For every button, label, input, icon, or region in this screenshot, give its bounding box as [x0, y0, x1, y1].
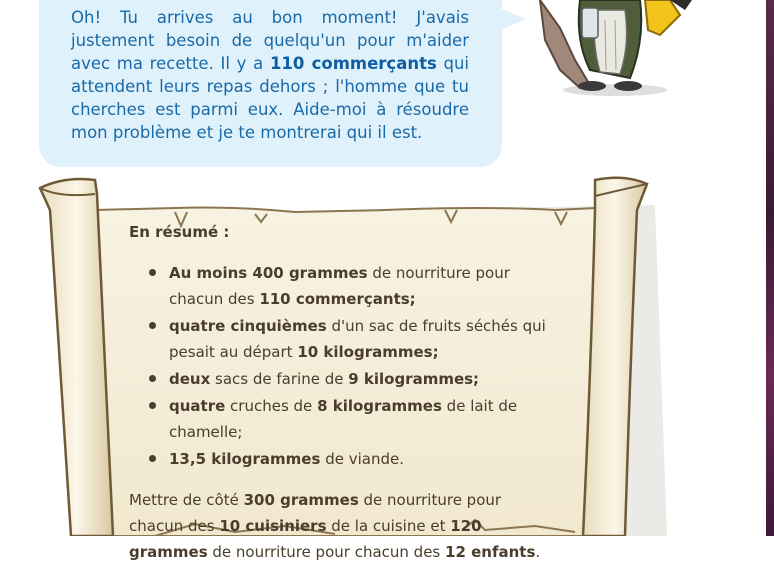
bubble-highlight: 110 commerçants [269, 54, 437, 73]
summary-title: En résumé : [129, 223, 230, 241]
extra-note [129, 487, 559, 565]
item-text: sacs de farine de [210, 370, 349, 388]
extra-bold: 120 grammes [129, 517, 482, 561]
item-bold: quatre cinquièmes [169, 317, 327, 335]
list-item [169, 393, 559, 445]
item-text: cruches de [225, 397, 318, 415]
extra-text: . [535, 543, 541, 561]
list-item [169, 313, 559, 365]
speech-bubble-text [71, 6, 469, 144]
item-bold: 110 commerçants; [259, 290, 416, 308]
item-text: de nourriture pour chacun des [169, 264, 510, 308]
item-bold: Au moins 400 grammes [169, 264, 368, 282]
list-item [169, 446, 559, 472]
extra-bold: 10 cuisiniers [219, 517, 327, 535]
item-bold: quatre [169, 397, 226, 415]
summary-list [129, 260, 559, 472]
extra-text: de nourriture pour chacun des [207, 543, 446, 561]
bubble-text-part: Oh! Tu arrives au bon moment! J'avais justement besoin de quelqu'un pour m'aider avec ma recette. Il y a [71, 8, 469, 73]
list-item [169, 366, 559, 392]
extra-text: de nourriture pour chacun des [129, 491, 502, 535]
item-bold: 8 kilogrammes [317, 397, 442, 415]
item-text: d'un sac de fruits séchés qui pesait au départ [169, 317, 546, 361]
item-bold: 13,5 kilogrammes [169, 450, 321, 468]
item-text: de viande. [320, 450, 404, 468]
extra-bold: 12 enfants [445, 543, 536, 561]
item-text: de lait de chamelle; [169, 397, 518, 441]
item-bold: deux [169, 370, 211, 388]
extra-bold: 300 grammes [243, 491, 359, 509]
recipe-summary [129, 220, 559, 565]
right-edge-border [766, 0, 774, 536]
item-bold: 9 kilogrammes; [348, 370, 480, 388]
item-bold: 10 kilogrammes; [297, 343, 439, 361]
cook-character-icon [520, 0, 710, 100]
extra-text: de la cuisine et [326, 517, 451, 535]
list-item [169, 260, 559, 312]
extra-text: Mettre de côté [129, 491, 244, 509]
bubble-text-part: qui attendent leurs repas dehors ; l'homme que tu cherches est parmi eux. Aide-moi à résoudre mon problème et je te montrerai qui il est. [71, 54, 469, 142]
